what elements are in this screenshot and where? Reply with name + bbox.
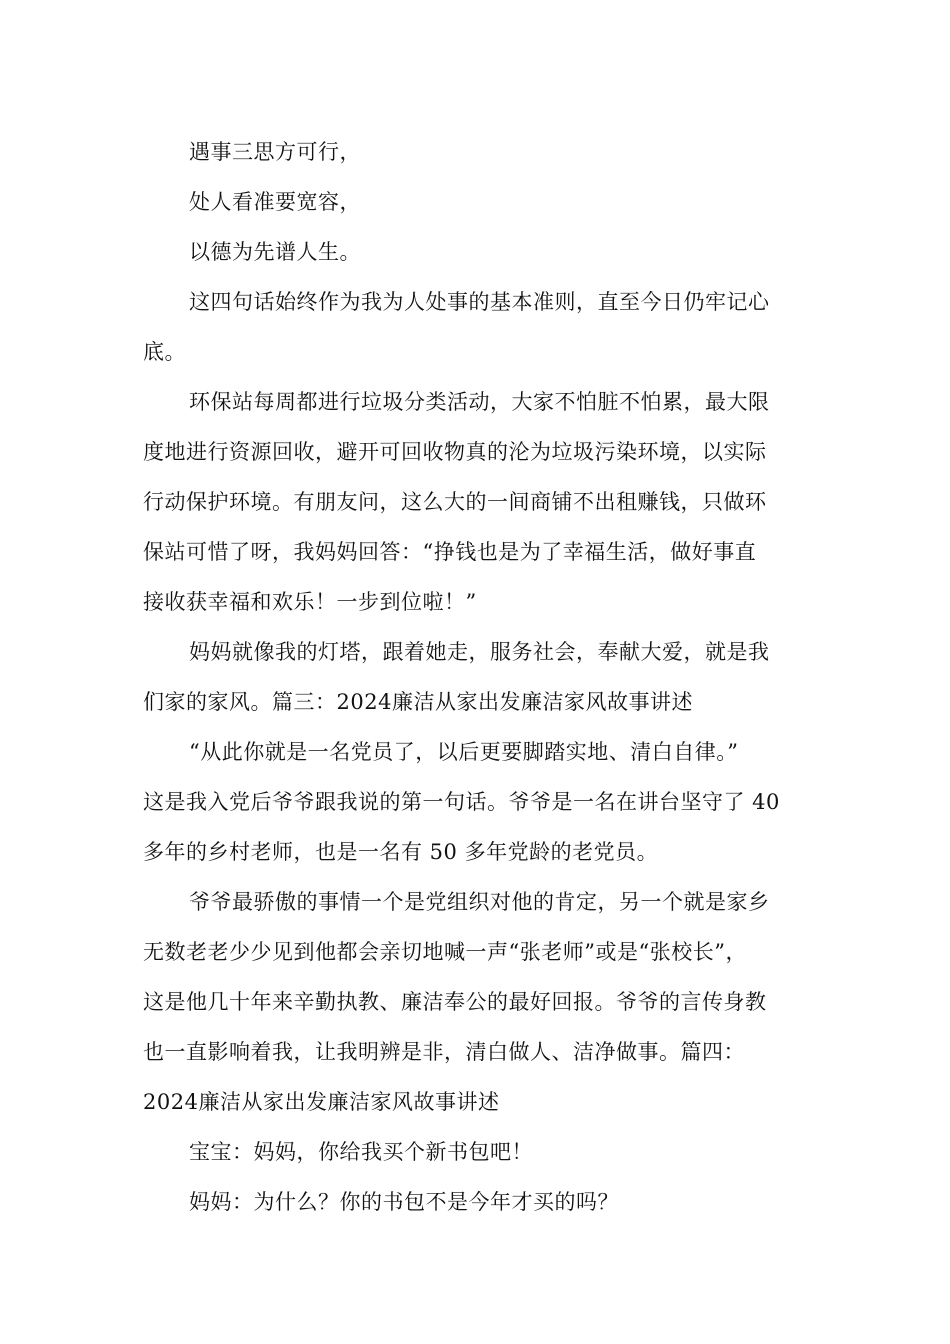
text-line: 宝宝：妈妈，你给我买个新书包吧！ bbox=[189, 1140, 533, 1164]
text-line: 这四句话始终作为我为人处事的基本准则，直至今日仍牢记心 bbox=[189, 290, 770, 314]
text-line: 妈妈：为什么？你的书包不是今年才买的吗？ bbox=[189, 1190, 619, 1214]
text-line: 行动保护环境。有朋友问，这么大的一间商铺不出租赚钱，只做环 bbox=[143, 490, 767, 514]
text-line: 底。 bbox=[143, 340, 186, 364]
text-line: 多年的乡村老师，也是一名有 50 多年党龄的老党员。 bbox=[143, 840, 659, 864]
text-line: 度地进行资源回收，避开可回收物真的沦为垃圾污染环境，以实际 bbox=[143, 440, 767, 464]
text-line: 爷爷最骄傲的事情一个是党组织对他的肯定，另一个就是家乡 bbox=[189, 890, 770, 914]
text-line: 环保站每周都进行垃圾分类活动，大家不怕脏不怕累，最大限 bbox=[189, 390, 770, 414]
text-line: 无数老老少少见到他都会亲切地喊一声“张老师”或是“张校长”， bbox=[143, 940, 747, 964]
text-line: 处人看准要宽容， bbox=[189, 190, 361, 214]
text-line: 们家的家风。篇三：2024廉洁从家出发廉洁家风故事讲述 bbox=[143, 690, 693, 714]
text-line: 2024廉洁从家出发廉洁家风故事讲述 bbox=[143, 1090, 500, 1114]
text-line: 以德为先谱人生。 bbox=[189, 240, 361, 264]
text-line: “从此你就是一名党员了，以后更要脚踏实地、清白自律。” bbox=[189, 740, 739, 764]
document-body bbox=[143, 127, 815, 1227]
text-line: 这是他几十年来辛勤执教、廉洁奉公的最好回报。爷爷的言传身教 bbox=[143, 990, 767, 1014]
text-line: 接收获幸福和欢乐！一步到位啦！” bbox=[143, 590, 477, 614]
text-line: 这是我入党后爷爷跟我说的第一句话。爷爷是一名在讲台坚守了 40 bbox=[143, 790, 780, 814]
text-line: 保站可惜了呀，我妈妈回答：“挣钱也是为了幸福生活，做好事直 bbox=[143, 540, 757, 564]
text-line: 妈妈就像我的灯塔，跟着她走，服务社会，奉献大爱，就是我 bbox=[189, 640, 770, 664]
text-line: 遇事三思方可行， bbox=[189, 140, 361, 164]
text-line: 也一直影响着我，让我明辨是非，清白做人、洁净做事。篇四： bbox=[143, 1040, 745, 1064]
